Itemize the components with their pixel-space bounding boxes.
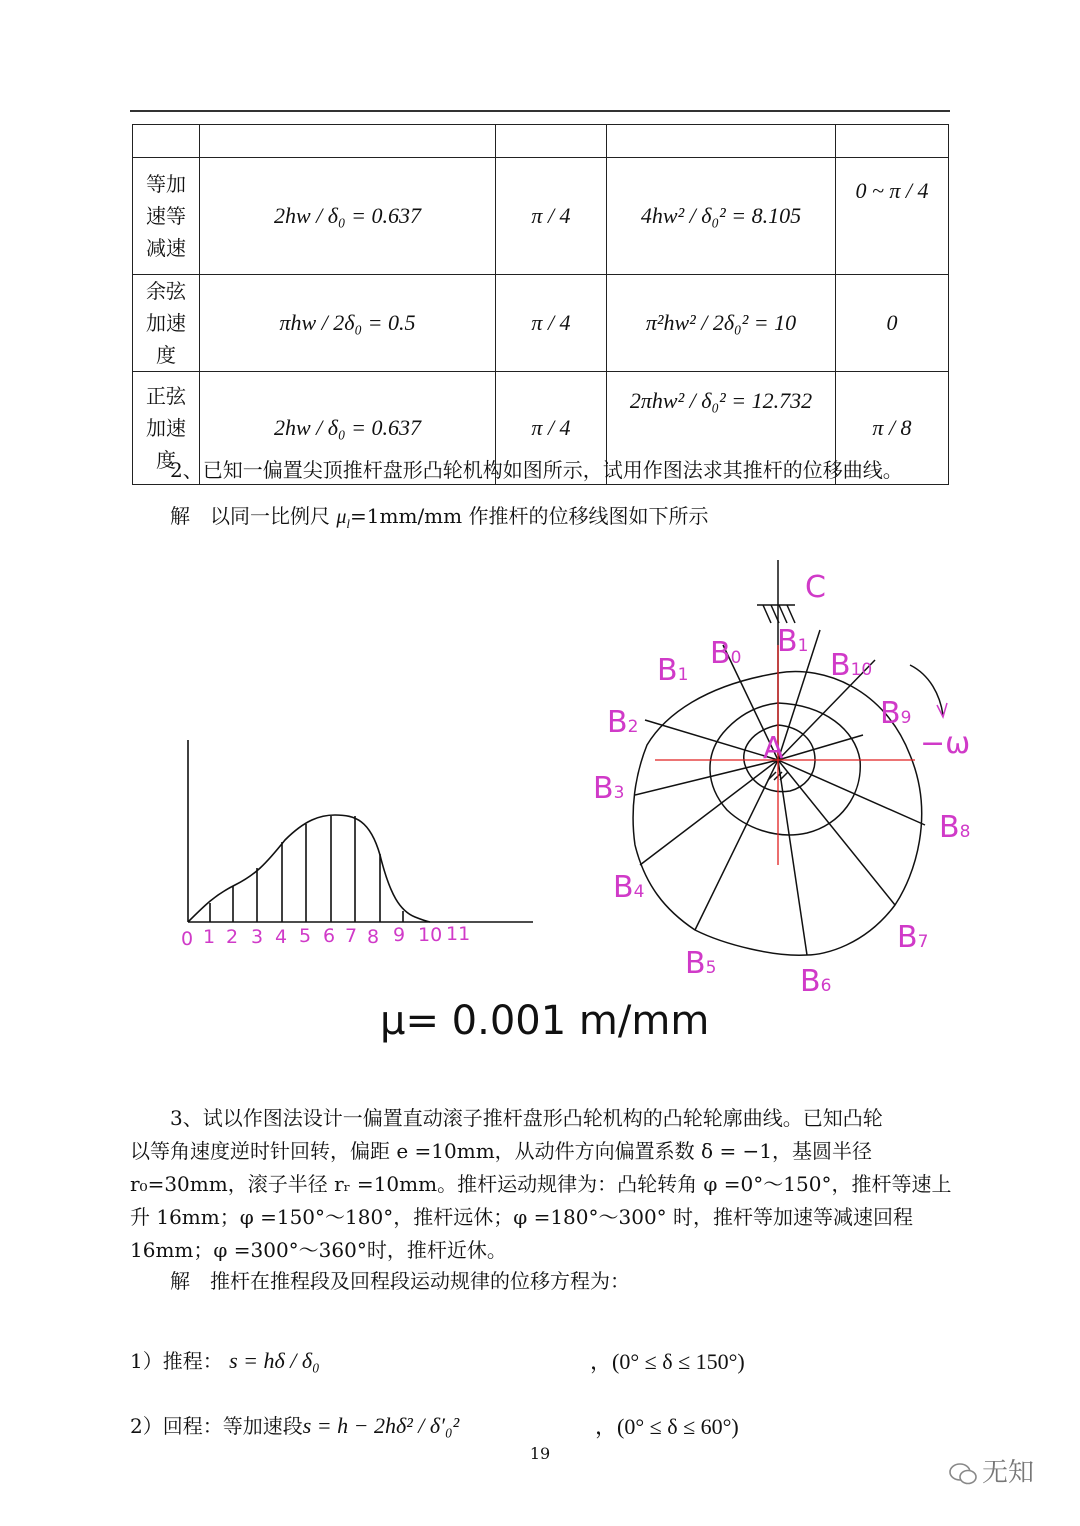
angle-range-cell: 0 ~ π / 4 [836, 158, 949, 275]
motion-law-table [132, 124, 949, 485]
tick-label-7: 7 [345, 925, 358, 947]
label-B3: B3 [593, 771, 625, 806]
motion-name-cell: 余弦 加速 度 [133, 275, 200, 372]
motion-name-cell: 等加 速等 减速 [133, 158, 200, 275]
label-A: A [763, 731, 784, 766]
label-B1-left: B1 [657, 653, 689, 688]
angle-cell: π / 4 [496, 372, 607, 485]
label-B1-right: B1 [777, 624, 809, 659]
table-row [133, 275, 949, 372]
label-B9: B9 [880, 696, 912, 731]
tick-label-2: 2 [226, 926, 239, 948]
displacement-diagram [175, 735, 545, 955]
angle-cell: π / 4 [496, 275, 607, 372]
angle-range-cell: π / 8 [836, 372, 949, 485]
table-row [133, 158, 949, 275]
problem-3-line-4: 升 16mm；φ =150°～180°，推杆远休；φ =180°～300° 时，推杆等加速等减速回程 [130, 1205, 914, 1229]
scale-label: μ= 0.001 m/mm [380, 998, 710, 1044]
tick-label-6: 6 [323, 925, 336, 947]
equation-rise: 1）推程： s = hδ / δ₀ [130, 1348, 320, 1373]
problem-3-solution: 解 推杆在推程段及回程段运动规律的位移方程为： [170, 1269, 630, 1293]
label-B4: B4 [613, 870, 645, 905]
motion-name-cell: 正弦 加速 度 [133, 372, 200, 485]
label-B5: B5 [685, 946, 717, 981]
label-B2: B2 [607, 705, 639, 740]
tick-label-5: 5 [299, 925, 312, 947]
problem-3-line-5: 16mm；φ =300°～360°时，推杆近休。 [130, 1238, 507, 1262]
tick-label-10: 10 [418, 924, 443, 946]
label-omega: −ω [920, 726, 971, 761]
angle-cell: π / 4 [496, 158, 607, 275]
max-velocity-cell: πhw / 2δ₀ = 0.5 [200, 275, 496, 372]
tick-label-1: 1 [203, 926, 216, 948]
label-B6: B6 [800, 964, 832, 999]
equation-return: 2）回程：等加速段s = h − 2hδ² / δ′₀² [130, 1413, 460, 1438]
tick-label-11: 11 [446, 923, 471, 945]
max-acceleration-cell: π²hw² / 2δ₀² = 10 [607, 275, 836, 372]
ordinate-lines [210, 816, 403, 922]
equation-rise-range: ，(0° ≤ δ ≤ 150°) [590, 1349, 745, 1374]
tick-label-4: 4 [275, 926, 288, 948]
problem-2-text: 2、已知一偏置尖顶推杆盘形凸轮机构如图所示，试用作图法求其推杆的位移曲线。 [170, 458, 903, 482]
displacement-curve [188, 815, 430, 922]
max-velocity-cell: 2hw / δ₀ = 0.637 [200, 158, 496, 275]
watermark: 无知 [948, 1452, 1034, 1489]
tick-label-9: 9 [393, 924, 406, 946]
table-header-row [133, 125, 949, 158]
problem-3-line-2: 以等角速度逆时针回转，偏距 e =10mm，从动件方向偏置系数 δ = −1，基圆半径 [130, 1139, 873, 1163]
label-B8: B8 [939, 810, 971, 845]
max-acceleration-cell: 4hw² / δ₀² = 8.105 [607, 158, 836, 275]
equation-return-range: ，(0° ≤ δ ≤ 60°) [595, 1414, 739, 1439]
label-C: C [805, 570, 826, 605]
page-number: 19 [529, 1444, 551, 1463]
problem-3-line-1: 3、试以作图法设计一偏置直动滚子推杆盘形凸轮机构的凸轮轮廓曲线。已知凸轮 [170, 1106, 883, 1130]
header-rule [130, 110, 950, 112]
tick-label-0: 0 [181, 928, 194, 950]
angle-range-cell: 0 [836, 275, 949, 372]
chat-bubble-icon [948, 1462, 978, 1486]
cam-diagram [585, 555, 985, 1005]
max-acceleration-cell: 2πhw² / δ₀² = 12.732 [607, 372, 836, 485]
tick-label-3: 3 [251, 926, 264, 948]
label-B10: B10 [830, 648, 873, 683]
guide-hatch [763, 605, 795, 623]
problem-3-line-3: r₀=30mm，滚子半径 rᵣ =10mm。推杆运动规律为：凸轮转角 φ =0°～150°，推杆等速上 [130, 1172, 952, 1196]
tick-label-8: 8 [367, 926, 380, 948]
label-B0: B0 [710, 636, 742, 671]
label-B7: B7 [897, 920, 929, 955]
max-velocity-cell: 2hw / δ₀ = 0.637 [200, 372, 496, 485]
problem-2-solution: 解 以同一比例尺 $\mu_l=1mm/mm$ 作推杆的位移线图如下所示 [170, 504, 709, 531]
